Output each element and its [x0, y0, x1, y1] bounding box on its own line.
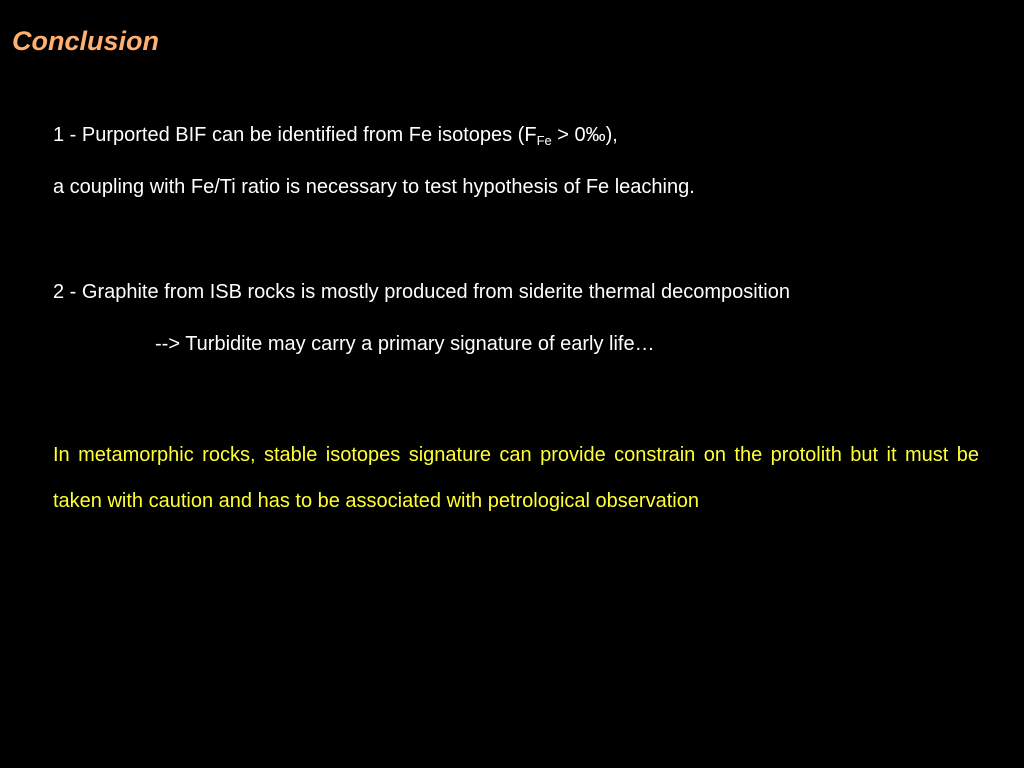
- slide-title: Conclusion: [12, 26, 159, 56]
- point-1-text-start: 1 - Purported BIF can be identified from Fe isotopes (F: [53, 124, 537, 146]
- conclusion-paragraph: In metamorphic rocks, stable isotopes signature can provide constrain on the protolith but it must be taken with caution and has to be associated with petrological observation: [53, 444, 979, 512]
- point-2-line-1: 2 - Graphite from ISB rocks is mostly produced from siderite thermal decomposition: [53, 281, 790, 303]
- point-1-text-end: > 0‰),: [551, 124, 618, 146]
- point-1-line-1: [53, 124, 618, 148]
- point-1-line-2: a coupling with Fe/Ti ratio is necessary to test hypothesis of Fe leaching.: [53, 176, 695, 198]
- point-2-line-2: --> Turbidite may carry a primary signature of early life…: [155, 333, 655, 355]
- point-1-subscript: Fe: [536, 133, 552, 148]
